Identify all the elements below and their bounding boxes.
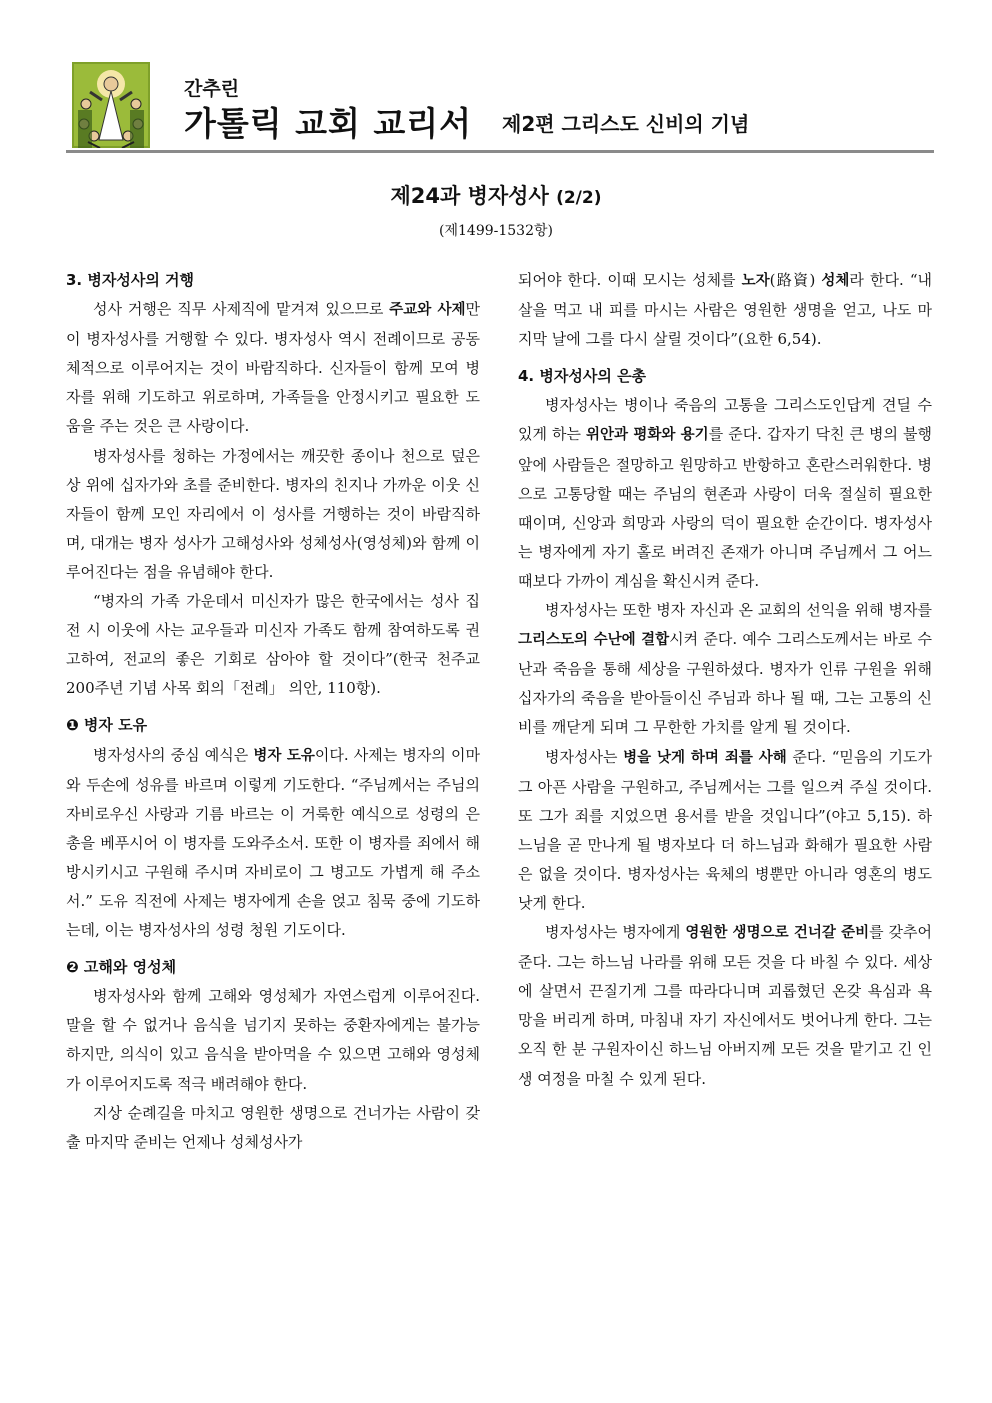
paragraph-7-bold-b: 성체 bbox=[821, 273, 850, 289]
page-header bbox=[72, 62, 932, 150]
paragraph-10-text-a: 병자성사는 bbox=[545, 747, 624, 766]
header-divider bbox=[66, 150, 934, 153]
section-4-heading: 4. 병자성사의 은총 bbox=[518, 367, 647, 386]
paragraph-1 bbox=[66, 295, 480, 441]
paragraph-7-text-e: 라 한다. “내 살을 먹고 내 피를 마시는 사람은 영원한 생명을 얻고, 나도 마지막 날에 그를 다시 살릴 것이다”(요한 6,54). bbox=[518, 271, 933, 349]
left-column bbox=[66, 266, 480, 1157]
part-title: 제2편 그리스도 신비의 기념 bbox=[502, 112, 750, 136]
paragraph-5: 병자성사와 함께 고해와 영성체가 자연스럽게 이루어진다. 말을 할 수 없거나 음식을 넘기지 못하는 중환자에게는 불가능하지만, 의식이 있고 음식을 받아먹을 수 있으면 고해와 영성체가 이루어지도록 적극 배려해야 한다. bbox=[66, 987, 480, 1093]
paragraph-3: “병자의 가족 가운데서 미신자가 많은 한국에서는 성사 집전 시 이웃에 사는 교우들과 미신자 가족도 함께 참여하도록 권고하여, 전교의 좋은 기회로 삼아야 할 것이다”(한국 천주교 200주년 기념 사목 회의「전례」 의안, 110항). bbox=[66, 592, 480, 698]
paragraph-1-text-a: 성사 거행은 직무 사제직에 맡겨져 있으므로 bbox=[93, 300, 390, 319]
right-column bbox=[518, 266, 932, 1094]
paragraph-6: 지상 순례길을 마치고 영원한 생명으로 건너가는 사람이 갖출 마지막 준비는 언제나 성체성사가 bbox=[66, 1103, 480, 1151]
lesson-part: (2/2) bbox=[556, 188, 602, 208]
paragraph-4 bbox=[66, 741, 480, 946]
christ-with-apostles-illustration bbox=[72, 62, 150, 148]
section-3-heading: 3. 병자성사의 거행 bbox=[66, 271, 195, 289]
paragraph-4-bold: 병자 도유 bbox=[253, 747, 315, 764]
paragraph-9 bbox=[518, 596, 932, 742]
lesson-title-text: 제24과 병자성사 bbox=[390, 184, 549, 208]
series-kicker: 간추린 bbox=[184, 78, 240, 100]
paragraph-4-text-c: 이다. 사제는 병자의 이마와 두손에 성유를 바르며 이렇게 기도한다. “주님께서는 주님의 자비로우신 사랑과 기름 바르는 이 거룩한 예식으로 성령의 은총을 베푸시어 이 병자를 도와주소서. 또한 이 병자를 죄에서 해방시키시고 구원해 주시며 자비로이 그 병고도 가볍게 해 주소서.” 도유 직전에 사제는 병자에게 손을 얹고 침묵 중에 기도하는데, 이는 병자성사의 성령 청원 기도이다. bbox=[66, 745, 480, 940]
lesson-title bbox=[0, 180, 992, 210]
subsection-1-heading: ❶ 병자 도유 bbox=[66, 716, 148, 735]
paragraph-8 bbox=[518, 391, 932, 596]
paragraph-10-text-c: 준다. “믿음의 기도가 그 아픈 사람을 구원하고, 주님께서는 그를 일으켜 주실 것이다. 또 그가 죄를 지었으면 용서를 받을 것입니다”(야고 5,15). 하느님을 곧 만나게 될 병자보다 더 하느님과 화해가 필요한 사람은 없을 것이다. 병자성사는 육체의 병뿐만 아니라 영혼의 병도 낫게 한다. bbox=[518, 747, 932, 912]
paragraph-8-text-c: 를 준다. 갑자기 닥친 큰 병의 불행 앞에 사람들은 절망하고 원망하고 반항하고 혼란스러워한다. 병으로 고통당할 때는 주님의 현존과 사랑이 더욱 절실히 필요한 때이며, 신앙과 희망과 사랑의 덕이 필요한 순간이다. 병자성사는 병자에게 자기 홀로 버려진 존재가 아니며 주님께서 그 어느 때보다 가까이 계심을 확신시켜 준다. bbox=[518, 425, 932, 590]
paragraph-4-text-a: 병자성사의 중심 예식은 bbox=[93, 745, 254, 764]
paragraph-2: 병자성사를 청하는 가정에서는 깨끗한 종이나 천으로 덮은 상 위에 십자가와 초를 준비한다. 병자의 친지나 가까운 이웃 신자들이 함께 모인 자리에서 이 성사를 거행하는 것이 바람직하며, 대개는 병자 성사가 고해성사와 성체성사(영성체)와 함께 이루어진다는 점을 유념해야 한다. bbox=[66, 446, 480, 581]
paragraph-7-text-c: (路資) bbox=[769, 271, 822, 289]
paragraph-10-bold: 병을 낫게 하며 죄를 사해 bbox=[623, 749, 787, 766]
book-title: 가톨릭 교회 교리서 bbox=[184, 104, 473, 143]
subsection-2-heading: ❷ 고해와 영성체 bbox=[66, 958, 177, 977]
paragraph-8-bold: 위안과 평화와 용기 bbox=[586, 427, 709, 444]
paragraph-11-text-a: 병자성사는 병자에게 bbox=[545, 923, 686, 942]
paragraph-11-text-c: 를 갖추어 준다. 그는 하느님 나라를 위해 모든 것을 다 바칠 수 있다. 세상에 살면서 끈질기게 그를 따라다니며 괴롭혔던 온갖 욕심과 욕망을 버리게 하며, 마침내 자기 자신에서도 벗어나게 한다. 그는 오직 한 분 구원자이신 하느님 아버지께 모든 것을 맡기고 긴 인생 여정을 마칠 수 있게 된다. bbox=[518, 923, 933, 1088]
paragraph-9-bold: 그리스도의 수난에 결합 bbox=[518, 632, 670, 649]
paragraph-7-bold-a: 노자 bbox=[741, 273, 770, 289]
paragraph-9-text-c: 시켜 준다. 예수 그리스도께서는 바로 수난과 죽음을 통해 세상을 구원하셨다. 병자가 인류 구원을 위해 십자가의 죽음을 받아들이신 주님과 하나 될 때, 그는 고통의 신비를 깨닫게 되며 그 무한한 가치를 알게 될 것이다. bbox=[518, 630, 933, 737]
paragraph-1-bold: 주교와 사제 bbox=[389, 302, 466, 319]
paragraph-7 bbox=[518, 266, 932, 354]
paragraph-11-bold: 영원한 생명으로 건너갈 준비 bbox=[685, 925, 870, 942]
paragraph-7-text-a: 되어야 한다. 이때 모시는 성체를 bbox=[518, 271, 742, 289]
paragraph-8-text-a: 병자성사는 병이나 죽음의 고통을 그리스도인답게 견딜 수 있게 하는 bbox=[518, 396, 932, 444]
paragraph-11 bbox=[518, 918, 932, 1094]
paragraph-1-text-c: 만이 병자성사를 거행할 수 있다. 병자성사 역시 전례이므로 공동체적으로 이루어지는 것이 바람직하다. 신자들이 함께 모여 병자를 위해 기도하고 위로하며, 가족들을 안정시키고 필요한 도움을 주는 것은 큰 사랑이다. bbox=[66, 300, 480, 436]
paragraph-9-text-a: 병자성사는 또한 병자 자신과 온 교회의 선익을 위해 병자를 bbox=[545, 601, 932, 620]
paragraph-10 bbox=[518, 743, 932, 919]
lesson-reference: (제1499-1532항) bbox=[439, 223, 553, 239]
